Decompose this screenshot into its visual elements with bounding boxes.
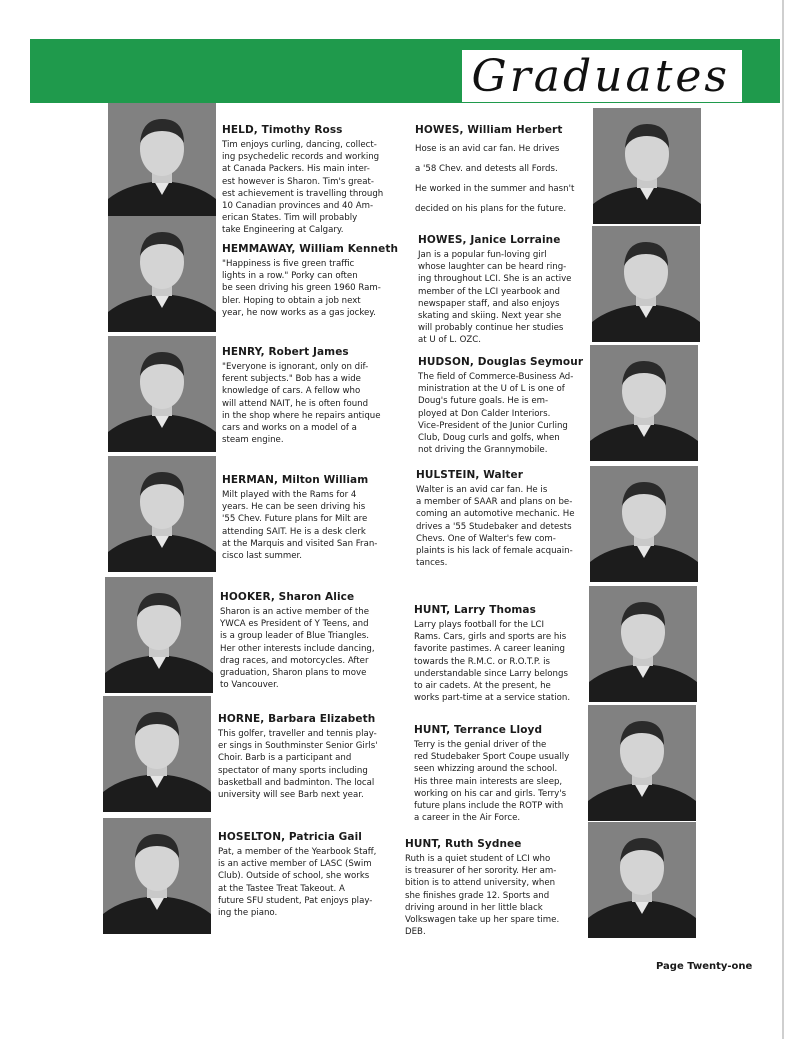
student-bio: Ruth is a quiet student of LCI who is treasurer of her sorority. Her am- bition is to attend university, when she finishes grade 12. Sports and driving around in her little black Volkswagen take up her spare time. DEB.	[405, 854, 560, 938]
student-entry	[405, 838, 595, 938]
page-title: Graduates	[462, 50, 742, 102]
student-name: HEMMAWAY, William Kenneth	[222, 243, 399, 255]
student-name: HULSTEIN, Walter	[416, 469, 524, 481]
student-entry	[222, 243, 412, 319]
student-name: HOWES, Janice Lorraine	[418, 234, 561, 246]
student-entry	[222, 346, 412, 446]
student-photo	[103, 696, 211, 812]
student-photo	[103, 818, 211, 934]
student-name: HOOKER, Sharon Alice	[220, 591, 355, 603]
student-bio: Terry is the genial driver of the red Studebaker Sport Coupe usually seen whizzing around the school. His three main interests are sleep, working on his car and girls. Terry's future plans include the ROTP with a career in the Air Force.	[414, 740, 570, 824]
student-name: HOSELTON, Patricia Gail	[218, 831, 362, 843]
student-bio: Tim enjoys curling, dancing, collect- ing psychedelic records and working at Canada Packers. His main inter- est however is Sharon. Tim's great- est achievement is travelling through 10 Canadian provinces and 40 Am- erican States. Tim will probably take Engineering at Calgary.	[222, 140, 384, 236]
student-photo	[105, 577, 213, 693]
student-photo	[593, 108, 701, 224]
student-name: HUNT, Larry Thomas	[414, 604, 536, 616]
student-entry	[414, 724, 604, 824]
student-bio: Jan is a popular fun-loving girl whose laughter can be heard ring- ing throughout LCI. She is an active member of the LCI yearbook and newspaper staff, and also enjoys skating and skiing. Next year she will probably continue her studies at U of L. OZC.	[418, 250, 572, 346]
student-entry	[418, 234, 608, 347]
student-name: HORNE, Barbara Elizabeth	[218, 713, 376, 725]
student-bio: Sharon is an active member of the YWCA es President of Y Teens, and is a group leader of Blue Triangles. Her other interests include dancing, drag races, and motorcycles. After graduation, Sharon plans to move to Vancouver.	[220, 607, 375, 691]
student-entry	[416, 469, 606, 569]
student-photo	[108, 456, 216, 572]
student-entry	[220, 591, 410, 691]
student-entry	[418, 356, 608, 456]
student-name: HOWES, William Herbert	[415, 124, 563, 136]
student-photo	[590, 466, 698, 582]
student-name: HUDSON, Douglas Seymour	[418, 356, 584, 368]
student-photo	[108, 336, 216, 452]
student-bio: Larry plays football for the LCI Rams. Cars, girls and sports are his favorite pastimes. A career leaning towards the R.M.C. or R.O.T.P. is understandable since Larry belongs to air cadets. At the present, he works part-time at a service station.	[414, 620, 571, 704]
student-name: HUNT, Terrance Lloyd	[414, 724, 543, 736]
student-photo	[108, 103, 216, 219]
student-name: HENRY, Robert James	[222, 346, 349, 358]
student-bio: "Everyone is ignorant, only on dif- ferent subjects." Bob has a wide knowledge of cars. A fellow who will attend NAIT, he is often found in the shop where he repairs antique cars and works on a model of a steam engine.	[222, 362, 381, 446]
student-photo	[588, 822, 696, 938]
student-photo	[588, 705, 696, 821]
student-entry	[218, 831, 408, 919]
student-entry	[414, 604, 604, 704]
student-name: HELD, Timothy Ross	[222, 124, 343, 136]
student-name: HUNT, Ruth Sydnee	[405, 838, 522, 850]
page-number: Page Twenty-one	[656, 961, 753, 972]
student-bio: This golfer, traveller and tennis play- er sings in Southminster Senior Girls' Choir. Barb is a participant and spectator of many sports including basketball and badminton. The local university will see Barb next year.	[218, 729, 378, 801]
student-entry	[218, 713, 408, 801]
page-edge	[782, 0, 784, 1039]
student-bio: "Happiness is five green traffic lights in a row." Porky can often be seen driving his green 1960 Ram- bler. Hoping to obtain a job next year, he now works as a gas jockey.	[222, 259, 381, 318]
student-entry	[222, 124, 412, 237]
student-entry	[222, 474, 412, 562]
student-photo	[592, 226, 700, 342]
student-bio: Walter is an avid car fan. He is a member of SAAR and plans on be- coming an automotive mechanic. He drives a '55 Studebaker and detests Chevs. One of Walter's few com- plaints is his lack of female acquain- tances.	[416, 485, 575, 569]
student-bio: Milt played with the Rams for 4 years. He can be seen driving his '55 Chev. Future plans for Milt are attending SAIT. He is a desk clerk at the Marquis and visited San Fran- cisco last summer.	[222, 490, 378, 562]
student-photo	[590, 345, 698, 461]
student-name: HERMAN, Milton William	[222, 474, 369, 486]
student-bio: The field of Commerce-Business Ad- ministration at the U of L is one of Doug's future goals. He is em- ployed at Don Calder Interiors. Vice-President of the Junior Curling Club, Doug curls and golfs, when not driving the Grannymobile.	[418, 372, 574, 456]
student-bio: Hose is an avid car fan. He drives a '58 Chev. and detests all Fords. He worked in the summer and hasn't decided on his plans for the future.	[415, 144, 575, 214]
student-photo	[589, 586, 697, 702]
student-bio: Pat, a member of the Yearbook Staff, is an active member of LASC (Swim Club). Outside of school, she works at the Tastee Treat Takeout. A future SFU student, Pat enjoys play- ing the piano.	[218, 847, 377, 919]
student-photo	[108, 216, 216, 332]
student-entry	[415, 124, 605, 219]
